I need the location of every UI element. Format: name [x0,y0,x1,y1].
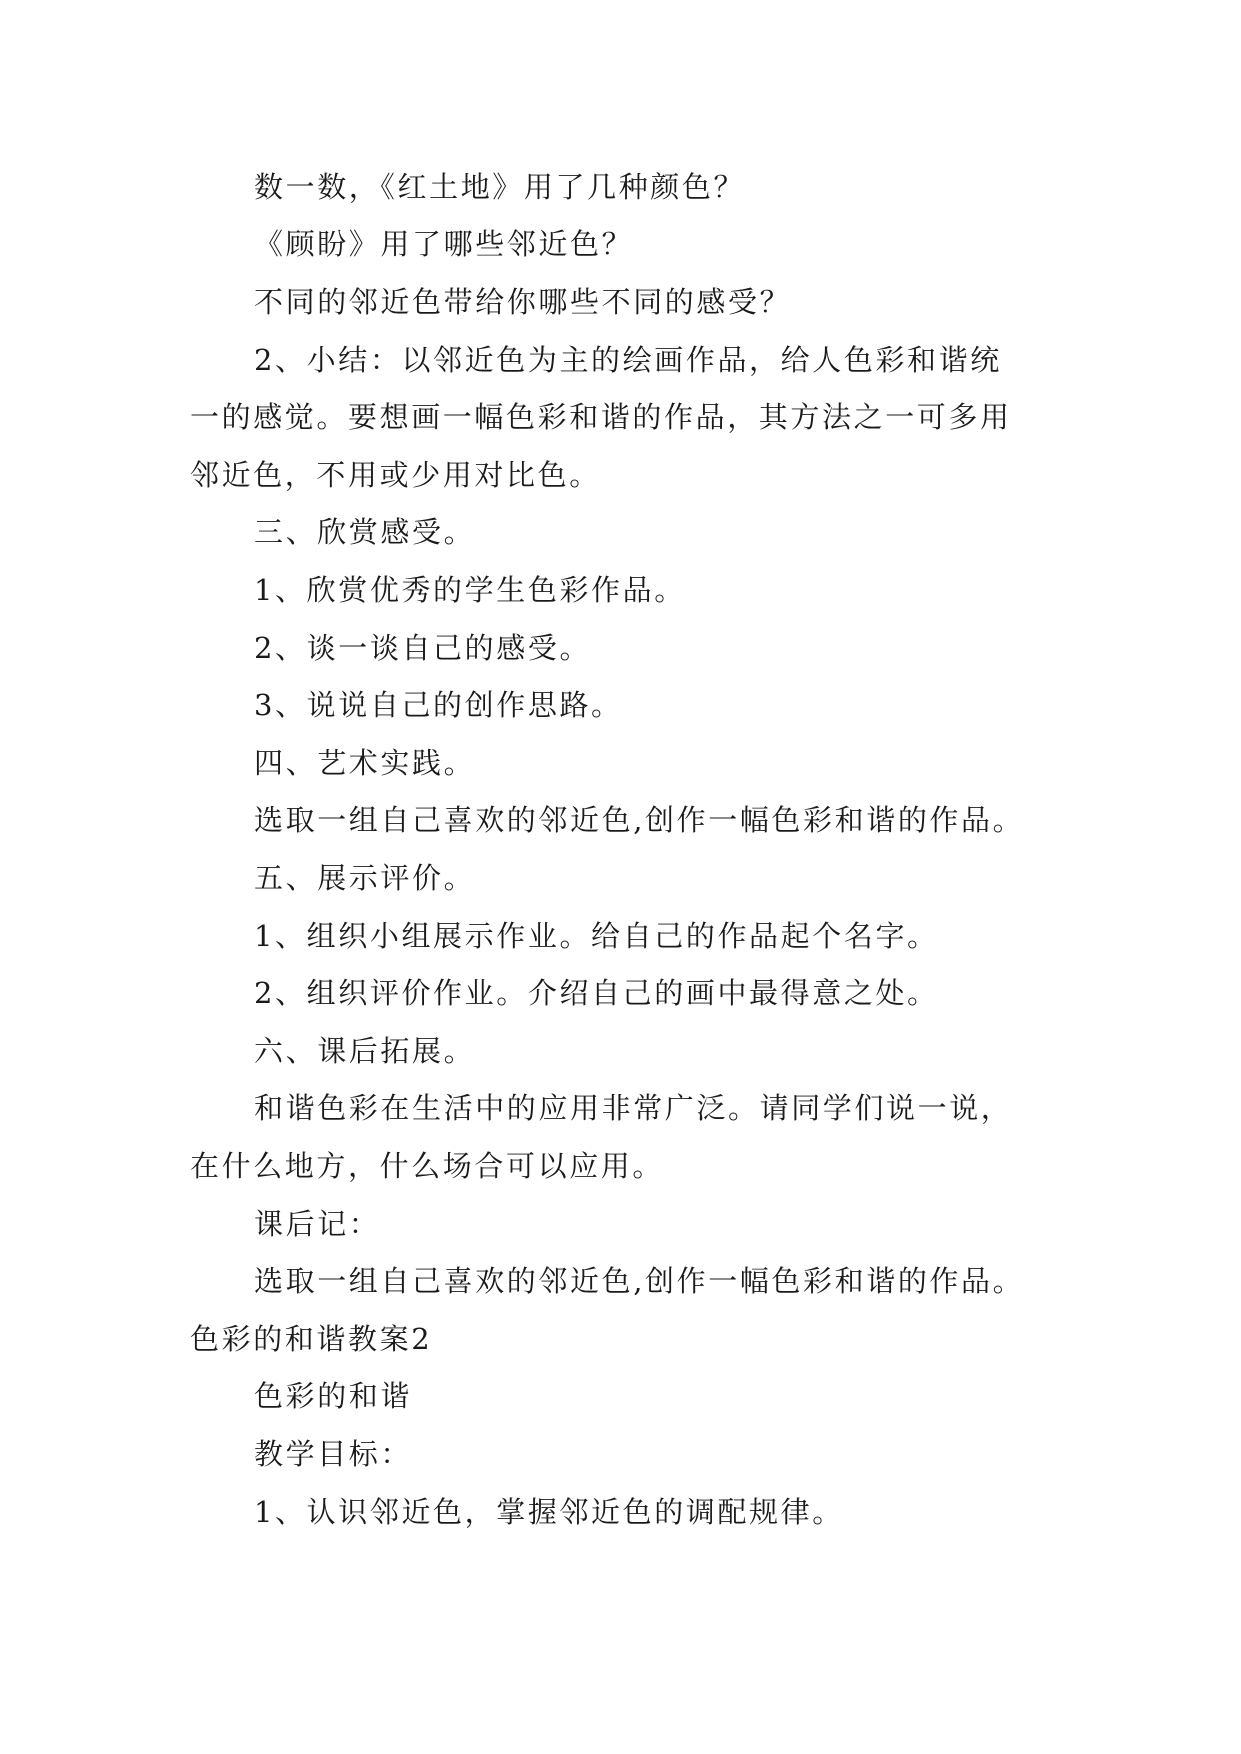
paragraph-line: 《顾盼》用了哪些邻近色？ [254,227,634,261]
paragraph-line: 1、认识邻近色，掌握邻近色的调配规律。 [254,1495,844,1529]
paragraph-line: 2、谈一谈自己的感受。 [254,631,592,665]
paragraph-line: 2、组织评价作业。介绍自己的画中最得意之处。 [254,976,939,1010]
paragraph-line: 1、欣赏优秀的学生色彩作品。 [254,573,686,607]
paragraph-line: 2、小结：以邻近色为主的绘画作品，给人色彩和谐统 [254,343,1002,377]
section-heading: 四、艺术实践。 [254,746,476,780]
paragraph-line: 不同的邻近色带给你哪些不同的感受？ [254,285,792,319]
paragraph-line: 1、组织小组展示作业。给自己的作品起个名字。 [254,919,939,953]
document-title: 色彩的和谐教案2 [190,1322,433,1356]
paragraph-line: 选取一组自己喜欢的邻近色,创作一幅色彩和谐的作品。 [254,1264,1025,1298]
paragraph-line: 数一数，《红土地》用了几种颜色？ [254,170,746,204]
paragraph-line: 一的感觉。要想画一幅色彩和谐的作品，其方法之一可多用 [190,400,1012,434]
paragraph-line: 邻近色，不用或少用对比色。 [190,458,601,492]
section-heading: 三、欣赏感受。 [254,515,476,549]
paragraph-line: 课后记： [254,1207,381,1241]
paragraph-line: 选取一组自己喜欢的邻近色,创作一幅色彩和谐的作品。 [254,803,1025,837]
paragraph-line: 在什么地方，什么场合可以应用。 [190,1149,665,1183]
section-heading: 五、展示评价。 [254,861,476,895]
section-heading: 六、课后拓展。 [254,1034,476,1068]
paragraph-line: 3、说说自己的创作思路。 [254,688,623,722]
section-heading: 教学目标： [254,1437,413,1471]
paragraph-line: 色彩的和谐 [254,1379,413,1413]
paragraph-line: 和谐色彩在生活中的应用非常广泛。请同学们说一说， [254,1091,1013,1125]
